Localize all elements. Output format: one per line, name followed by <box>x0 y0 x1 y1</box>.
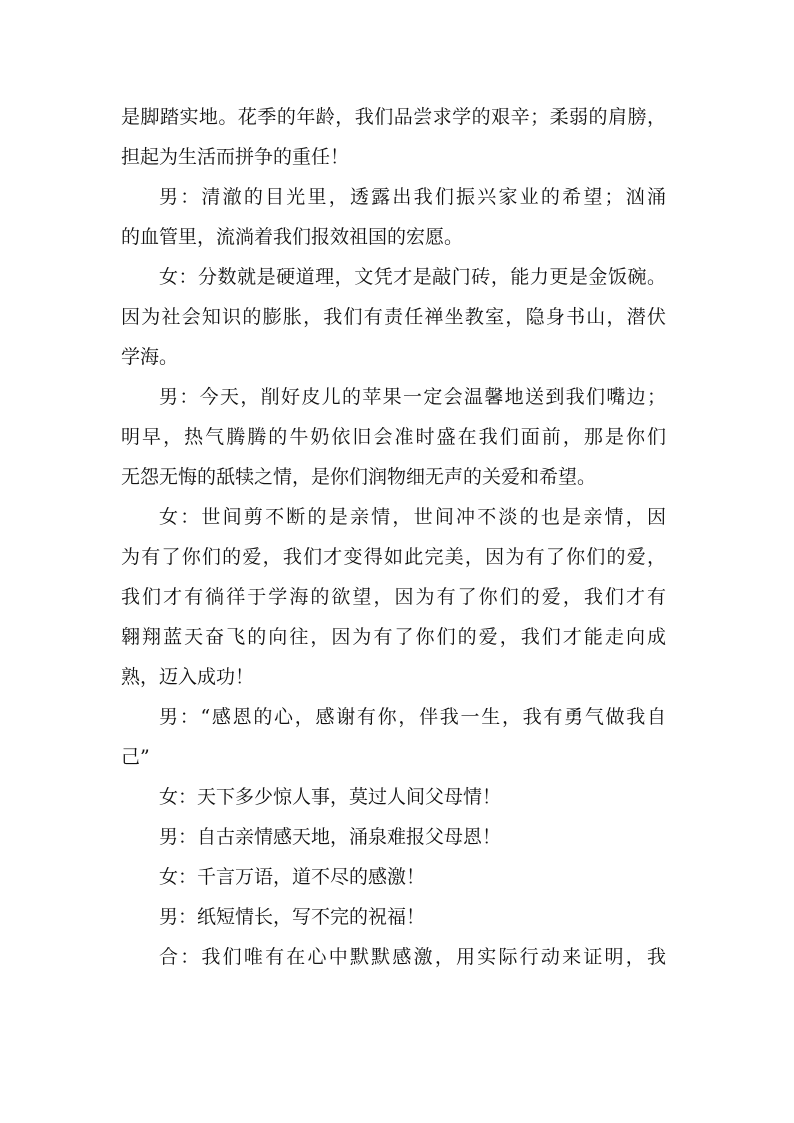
text-line: 男：今天，削好皮儿的苹果一定会温馨地送到我们嘴边； <box>159 386 666 408</box>
text-line: 担起为生活而拼争的重任！ <box>121 146 350 168</box>
text-line: 男：“感恩的心，感谢有你，伴我一生，我有勇气做我自 <box>159 706 666 728</box>
text-line: 合：我们唯有在心中默默感激，用实际行动来证明，我 <box>159 946 666 968</box>
text-line: 女：分数就是硬道理，文凭才是敲门砖，能力更是金饭碗。 <box>159 266 666 288</box>
document-body <box>121 97 666 977</box>
text-line: 明早，热气腾腾的牛奶依旧会准时盛在我们面前，那是你们 <box>121 426 666 448</box>
text-line: 是脚踏实地。花季的年龄，我们品尝求学的艰辛；柔弱的肩膀， <box>121 106 666 128</box>
text-line: 我们才有徜徉于学海的欲望，因为有了你们的爱，我们才有 <box>121 586 666 608</box>
text-line: 无怨无悔的舐犊之情，是你们润物细无声的关爱和希望。 <box>121 466 597 488</box>
text-line: 的血管里，流淌着我们报效祖国的宏愿。 <box>121 226 464 248</box>
text-line: 己” <box>121 746 150 768</box>
text-line: 翱翔蓝天奋飞的向往，因为有了你们的爱，我们才能走向成 <box>121 626 666 648</box>
text-line: 学海。 <box>121 346 179 368</box>
text-line: 男：自古亲情感天地，涌泉难报父母恩！ <box>159 826 502 848</box>
text-line: 女：世间剪不断的是亲情，世间冲不淡的也是亲情，因 <box>159 506 666 528</box>
text-line: 女：千言万语，道不尽的感激！ <box>159 866 426 888</box>
text-line: 熟，迈入成功！ <box>121 666 255 688</box>
text-line: 女：天下多少惊人事，莫过人间父母情！ <box>159 786 502 808</box>
text-line: 男：清澈的目光里，透露出我们振兴家业的希望；汹涌 <box>159 186 666 208</box>
text-line: 为有了你们的爱，我们才变得如此完美，因为有了你们的爱， <box>121 546 666 568</box>
text-line: 男：纸短情长，写不完的祝福！ <box>159 906 426 928</box>
text-line: 因为社会知识的膨胀，我们有责任禅坐教室，隐身书山，潜伏 <box>121 306 666 328</box>
